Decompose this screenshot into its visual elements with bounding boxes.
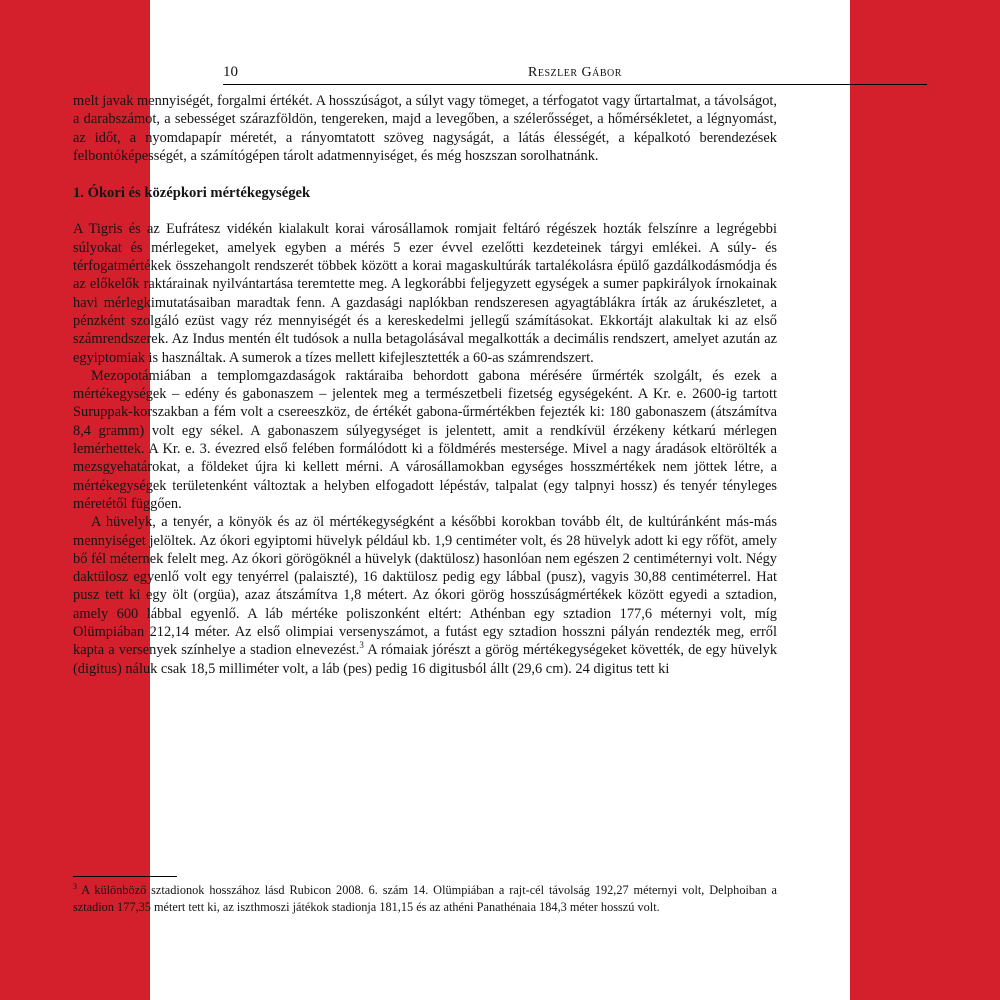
page-number: 10 bbox=[223, 64, 238, 80]
footnote-text: A különböző sztadionok hosszához lásd Rubicon 2008. 6. szám 14. Olümpiában a rajt-cél távolság 192,27 méternyi volt, Delphoiban a sztadion 177,35 métert tett ki, az iszthmoszi játékok stadionja 181,15 és az athéni Panathénaia 184,3 méter hosszú volt. bbox=[73, 883, 777, 914]
paragraph-2: Mezopotámiában a templomgazdaságok raktáraiba behordott gabona mérésére űrmérték szolgált, és ezek a mértékegységek – edény és gabonaszem – jelentek meg a természetbeli fizetség egységeként. A Kr. e. 2600-ig tartott Suruppak-korszakban a fém volt a csereeszköz, de értékét gabona-űrmértékben fejezték ki: 180 gabonaszem (átszámítva 8,4 gramm) volt egy sékel. A gabonaszem súlyegységet is jelentett, amit a rendkívül érzékeny kétkarú mérlegen lemérhettek. A Kr. e. 3. évezred első felében formálódott ki a földmérés mestersége. Mivel a nagy áradások eltörölték a mezsgyehatárokat, a földeket újra ki kellett mérni. A városállamokban egységes hosszmértékek nem jöttek létre, a mértékegységek területenként változtak a helyben elfogadott lépéstáv, talpalat (egy talpnyi hossz) és tenyér tényleges méretétől függően. bbox=[73, 367, 777, 512]
section-heading: 1. Ókori és középkori mértékegységek bbox=[73, 185, 311, 202]
paragraph-3-continuation: A rómaiak jórészt a görög mértékegységeket követték, de egy hüvelyk (digitus) náluk csak 18,5 milliméter volt, a láb (pes) pedig 16 digitusból állt (29,6 cm). 24 digitus tett ki bbox=[73, 642, 778, 677]
footnote-reference[interactable]: 3 bbox=[359, 640, 364, 651]
footnote-mark: 3 bbox=[73, 881, 77, 891]
footnote-rule bbox=[73, 876, 177, 877]
paragraph-1: A Tigris és az Eufrátesz vidékén kialakult korai városállamok romjait feltáró régészek hozták felszínre a legrégebbi súlyokat és mérlegeket, amelyek egyben a mérés 5 ezer évvel ezelőtti kezdeteinek tárgyi emlékei. A súly- és térfogatmértékek összehangolt rendszerét többek között a korai magaskultúrák tartalékolásra épülő gazdálkodásmódja és az előkelők raktárainak nyilvántartása teremtette meg. A legkorábbi feljegyzett egységek a sumer papkirályok írnokainak havi mérlegkimutatásaiban maradtak fenn. A gazdasági naplókban rendszeresen agyagtáblákra írták az árukészletet, a pénzként szolgáló ezüst vagy réz mennyiségét és a kereskedelmi jellegű számításokat. Ekkortájt alakultak ki az első számrendszerek. Az Indus mentén élt tudósok a nulla betagolásával megalkották a decimális rendszert, amelyet azután az egyiptomiak is használtak. A sumerok a tízes mellett kifejlesztették a 60-as számrendszert. bbox=[73, 221, 777, 366]
running-head-author: Reszler Gábor bbox=[528, 65, 622, 80]
paragraph-3 bbox=[73, 513, 777, 678]
paragraph-continued: melt javak mennyiségét, forgalmi értékét. A hosszúságot, a súlyt vagy tömeget, a térfogatot vagy űrtartalmat, a távolságot, a darabszámot, a sebességet szárazföldön, tengereken, majd a levegőben, a szélerősséget, a hőmérsékletet, a légnyomást, az időt, a nyomdapapír méretét, a rányomtatott szöveg nagyságát, a látás élességét, a képalkotó berendezések felbontóképességét, a számítógépen tárolt adatmennyiséget, és még hoszszan sorolhatnánk. bbox=[73, 93, 777, 164]
paragraph-3-text: A hüvelyk, a tenyér, a könyök és az öl mértékegységként a későbbi korokban tovább élt, de kultúránként más-más mennyiséget jelöltek. Az ókori egyiptomi hüvelyk például kb. 1,9 centiméter volt, és 28 hüvelyk adott ki egy rőföt, amely bő fél méternek felelt meg. Az ókori görögöknél a hüvelyk (daktülosz) hasonlóan nem egészen 2 centiméternyi volt. Négy daktülosz egyenlő volt egy tenyérrel (palaiszté), 16 daktülosz pedig egy lábbal (pusz), vagyis 30,88 centiméterrel. Hat pusz tett ki egy ölt (orgüa), azaz átszámítva 1,8 métert. Az ókori görög hosszúságmértékek között egyedi a sztadion, amely 600 lábbal egyenlő. A láb mértéke poliszonként eltért: Athénban egy sztadion 177,6 méternyi volt, míg Olümpiában 212,14 méter. Az első olimpiai versenyszámot, a futást egy sztadion hosszni pályán rendezték meg, erről kapta a versenyek színhelye a stadion elnevezést. bbox=[73, 514, 777, 659]
body-text bbox=[73, 92, 777, 678]
running-header bbox=[223, 62, 927, 85]
footnote bbox=[73, 882, 777, 915]
